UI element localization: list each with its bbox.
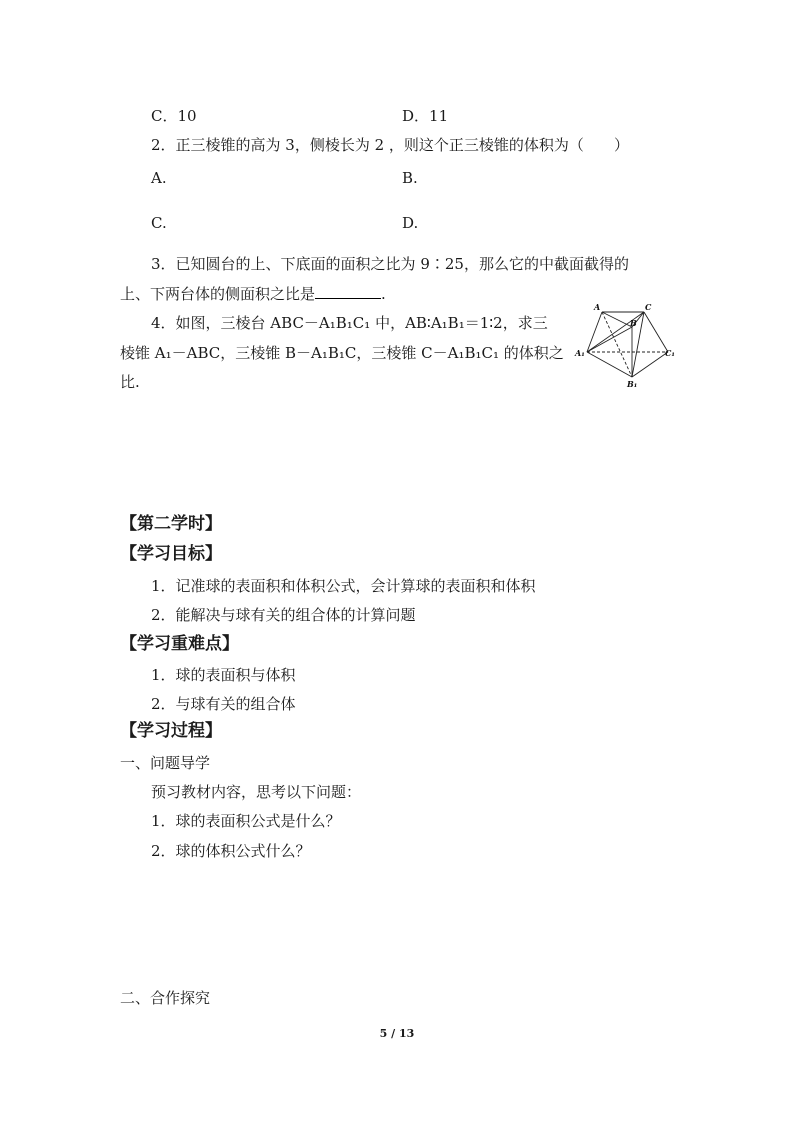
q3-line2 <box>120 284 386 304</box>
q2-option-a: A. <box>151 169 167 187</box>
q2-option-d: D. <box>402 214 419 232</box>
key-point-item: 1．球的表面积与体积 <box>151 666 296 684</box>
page-number: 5 / 13 <box>379 1027 415 1040</box>
goal-item: 2．能解决与球有关的组合体的计算问题 <box>151 606 416 624</box>
q1-option-d: D．11 <box>402 107 449 125</box>
label-b: B <box>630 318 637 328</box>
section-title: 【第二学时】 <box>120 514 222 534</box>
label-c: C <box>645 302 652 312</box>
q3-line2-text: 上、下两台体的侧面积之比是 <box>120 285 316 303</box>
answer-blank <box>315 284 381 299</box>
label-a: A <box>594 302 601 312</box>
label-c1: C₁ <box>665 348 675 358</box>
goal-item: 1．记准球的表面积和体积公式，会计算球的表面积和体积 <box>151 577 536 595</box>
key-points-heading: 【学习重难点】 <box>120 634 239 654</box>
question-item: 2．球的体积公式什么？ <box>151 842 311 860</box>
q2-stem: 2．正三棱锥的高为 3，侧棱长为 2 ，则这个正三棱锥的体积为（ ） <box>151 136 629 154</box>
part1-intro: 预习教材内容，思考以下问题： <box>151 783 362 801</box>
q3-line1: 3．已知圆台的上、下底面的面积之比为 9∶25，那么它的中截面截得的 <box>151 255 629 273</box>
part2-title: 二、合作探究 <box>120 989 211 1007</box>
q4-line2: 棱锥 A₁－ABC，三棱锥 B－A₁B₁C，三棱锥 C－A₁B₁C₁ 的体积之 <box>120 344 564 362</box>
q3-line2-end: . <box>381 285 386 303</box>
label-b1: B₁ <box>627 379 638 389</box>
q2-option-c: C. <box>151 214 167 232</box>
q4-line3: 比. <box>120 373 140 391</box>
label-a1: A₁ <box>575 348 585 358</box>
frustum-figure <box>572 298 678 394</box>
q1-option-c: C．10 <box>151 107 197 125</box>
question-item: 1．球的表面积公式是什么？ <box>151 812 341 830</box>
goals-heading: 【学习目标】 <box>120 544 222 564</box>
q4-line1: 4．如图，三棱台 ABC－A₁B₁C₁ 中，AB∶A₁B₁＝1∶2，求三 <box>151 314 548 332</box>
process-heading: 【学习过程】 <box>120 721 222 741</box>
key-point-item: 2．与球有关的组合体 <box>151 695 296 713</box>
q2-option-b: B. <box>402 169 418 187</box>
part1-title: 一、问题导学 <box>120 754 211 772</box>
